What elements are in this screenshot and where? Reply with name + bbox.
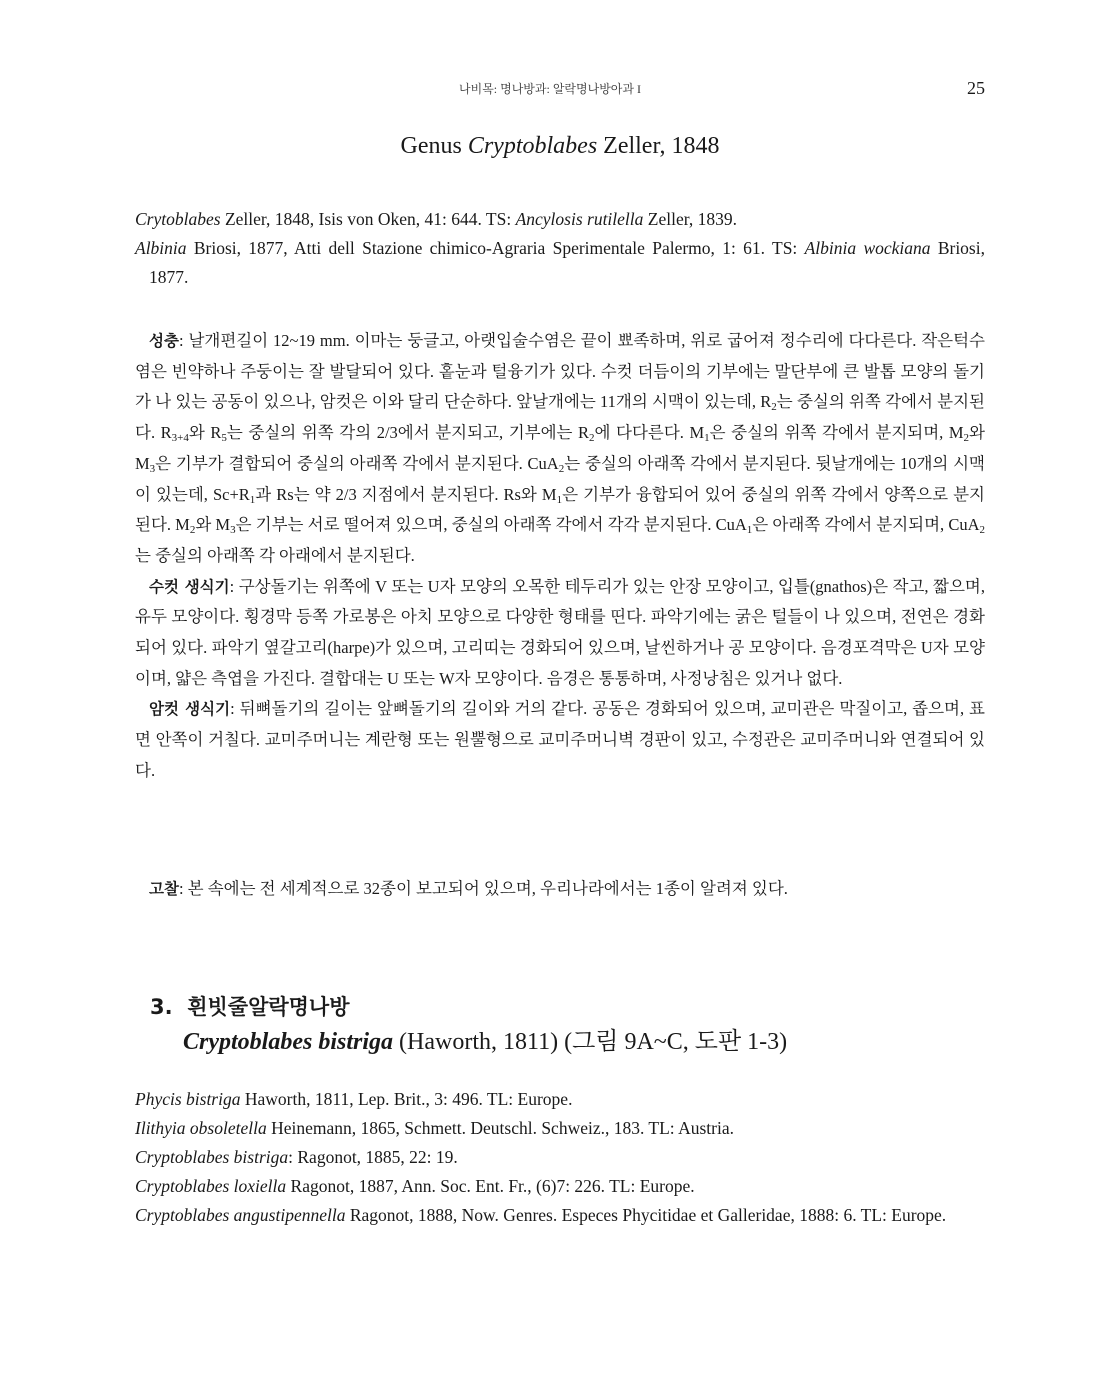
synonym-citation: Ragonot, 1888, Now. Genres. Especes Phycitidae et Galleridae, 1888: 6. TL: Europe.	[345, 1205, 947, 1225]
species-latin-line	[150, 1024, 1000, 1060]
subscript: 1	[746, 524, 753, 537]
synonym-citation: Ragonot, 1887, Ann. Soc. Ent. Fr., (6)7: 226. TL: Europe.	[286, 1176, 695, 1196]
synonym-citation: Haworth, 1811, Lep. Brit., 3: 496. TL: Europe.	[240, 1089, 573, 1109]
genus-prefix: Genus	[400, 133, 468, 159]
species-synonym-entry	[135, 1201, 985, 1230]
genus-synonym-entry	[135, 205, 985, 234]
genus-synonymy	[135, 205, 985, 292]
subscript: 5	[221, 432, 227, 445]
remarks-text: : 본 속에는 전 세계적으로 32종이 보고되어 있으며, 우리나라에서는 1종이 알려져 있다.	[178, 879, 788, 898]
synonym-name: Cryptoblabes loxiella	[135, 1176, 287, 1196]
subscript: 2	[189, 524, 196, 537]
text-run: 에 다다른다. M	[594, 423, 705, 443]
genus-description	[135, 326, 985, 787]
remarks-paragraph	[135, 874, 985, 904]
species-synonym-entry	[135, 1085, 985, 1114]
subscript: 2	[558, 462, 565, 475]
species-scientific-name: Cryptoblabes bistriga	[183, 1029, 394, 1055]
text-run: : 날개편길이 12~19 mm. 이마는 둥글고, 아랫입술수염은 끝이 뾰족하며, 위로 굽어져 정수리에 다다른다. 작은턱수염은 빈약하나 주둥이는 잘 발달되어 있다. 홑눈과 털융기가 있다. 수컷 더듬이의 기부에는 말단부에 큰 발톱 모양의 돌기가 나 있는 공동이 있으나, 암컷은 이와 달리 단순하다. 앞날개에는 11개의 시맥이 있는데, R	[135, 331, 985, 412]
subscript: 3+4	[171, 432, 189, 445]
genus-name: Cryptoblabes	[467, 133, 598, 159]
species-figure-reference: (그림 9A~C, 도판 1-3)	[558, 1029, 788, 1055]
synonym-citation: Heinemann, 1865, Schmett. Deutschl. Schweiz., 183. TL: Austria.	[266, 1118, 734, 1138]
synonym-name: Ilithyia obsoletella	[135, 1118, 267, 1138]
synonym-name: Cryptoblabes angustipennella	[135, 1205, 346, 1225]
species-synonym-entry	[135, 1172, 985, 1201]
synonym-name: Cryptoblabes bistriga	[135, 1147, 289, 1167]
text-run: 은 기부는 서로 떨어져 있으며, 중실의 아래쪽 각에서 각각 분지된다. CuA	[235, 515, 747, 535]
species-author: (Haworth, 1811)	[393, 1029, 559, 1055]
text-run: 와 M	[195, 515, 231, 535]
genus-synonym-entry	[135, 234, 985, 292]
female-genitalia-paragraph	[135, 694, 985, 786]
synonym-citation: : Ragonot, 1885, 22: 19.	[288, 1147, 458, 1167]
page-number: 25	[967, 78, 985, 98]
species-korean-line	[150, 990, 1000, 1024]
species-synonym-entry	[135, 1143, 985, 1172]
text-run: 은 중실의 위쪽 각에서 분지되며, M	[709, 423, 964, 443]
text-run: 은 아래쪽 각에서 분지되며, CuA	[752, 515, 980, 535]
subscript: 1	[556, 493, 563, 506]
genus-title	[0, 133, 1100, 160]
species-korean-name: 흰빗줄알락명나방	[187, 995, 350, 1019]
male-genitalia-label: 수컷 생식기	[149, 577, 230, 596]
synonym-name: Crytoblabes	[135, 209, 221, 229]
type-species-name: Ancylosis rutilella	[515, 209, 644, 229]
female-genitalia-label: 암컷 생식기	[149, 700, 231, 719]
type-species-author: Briosi, 1877.	[149, 238, 985, 287]
running-head: 나비목: 명나방과: 알락명나방아과 I	[459, 82, 641, 96]
type-species-name: Albinia wockiana	[804, 238, 931, 258]
adult-label: 성충	[149, 332, 179, 350]
text-run: 는 중실의 아래쪽 각 아래에서 분지된다.	[135, 545, 415, 565]
subscript: 1	[704, 432, 710, 445]
species-heading	[150, 990, 1000, 1060]
subscript: 3	[230, 524, 236, 537]
text-run: 은 기부가 결합되어 중실의 아래쪽 각에서 분지된다. CuA	[155, 453, 559, 473]
remarks-label: 고찰	[149, 880, 179, 898]
subscript: 2	[979, 524, 985, 537]
male-genitalia-text: : 구상돌기는 위쪽에 V 또는 U자 모양의 오목한 테두리가 있는 안장 모양이고, 입틀(gnathos)은 작고, 짧으며, 유두 모양이다. 횡경막 등쪽 가로봉은 아치 모양으로 다양한 형태를 띤다. 파악기에는 굵은 털들이 나 있으며, 전연은 경화되어 있다. 파악기 옆갈고리(harpe)가 있으며, 고리띠는 경화되어 있으며, 날씬하거나 공 모양이다. 음경포격막은 U자 모양이며, 얇은 측엽을 가진다. 결합대는 U 또는 W자 모양이다. 음경은 통통하며, 사정낭침은 있거나 없다.	[135, 576, 985, 688]
adult-paragraph	[135, 326, 985, 572]
text-run: 와 R	[188, 423, 222, 443]
text-run: 는 중실의 아래쪽 각에서 분지된다. 뒷날개에는 10개의 시맥이 있는데, Sc+R	[135, 453, 985, 504]
male-genitalia-paragraph	[135, 572, 985, 695]
text-run: 는 중실의 위쪽 각의 2/3에서 분지되고, 기부에는 R	[226, 423, 590, 443]
text-run: 은 기부가 융합되어 있어 중실의 위쪽 각에서 양쪽으로 분지된다. M	[135, 484, 985, 535]
subscript: 2	[963, 432, 970, 445]
synonym-name: Phycis bistriga	[135, 1089, 241, 1109]
species-number: 3.	[150, 995, 173, 1019]
synonym-name: Albinia	[135, 238, 187, 258]
text-run: 와 M	[135, 423, 985, 473]
synonym-citation: Zeller, 1848, Isis von Oken, 41: 644. TS:	[220, 209, 516, 229]
remarks-section	[135, 874, 985, 904]
type-species-author: Zeller, 1839.	[643, 209, 737, 229]
female-genitalia-text: : 뒤뼈돌기의 길이는 앞뼈돌기의 길이와 거의 같다. 공동은 경화되어 있으며, 교미관은 막질이고, 좁으며, 표면 안쪽이 거칠다. 교미주머니는 계란형 또는 원뿔형으로 교미주머니벽 경판이 있고, 수정관은 교미주머니와 연결되어 있다.	[135, 699, 985, 780]
subscript: 3	[149, 462, 156, 475]
subscript: 2	[589, 432, 595, 445]
synonym-citation: Briosi, 1877, Atti dell Stazione chimico-Agraria Sperimentale Palermo, 1: 61. TS:	[186, 238, 805, 258]
text-run: 는 중실의 위쪽 각에서 분지된다. R	[135, 392, 985, 443]
species-synonym-entry	[135, 1114, 985, 1143]
text-run: 과 Rs는 약 2/3 지점에서 분지된다. Rs와 M	[255, 484, 557, 504]
subscript: 1	[249, 493, 256, 506]
species-synonymy	[135, 1085, 985, 1230]
genus-author: Zeller, 1848	[597, 133, 720, 159]
subscript: 2	[771, 401, 777, 414]
